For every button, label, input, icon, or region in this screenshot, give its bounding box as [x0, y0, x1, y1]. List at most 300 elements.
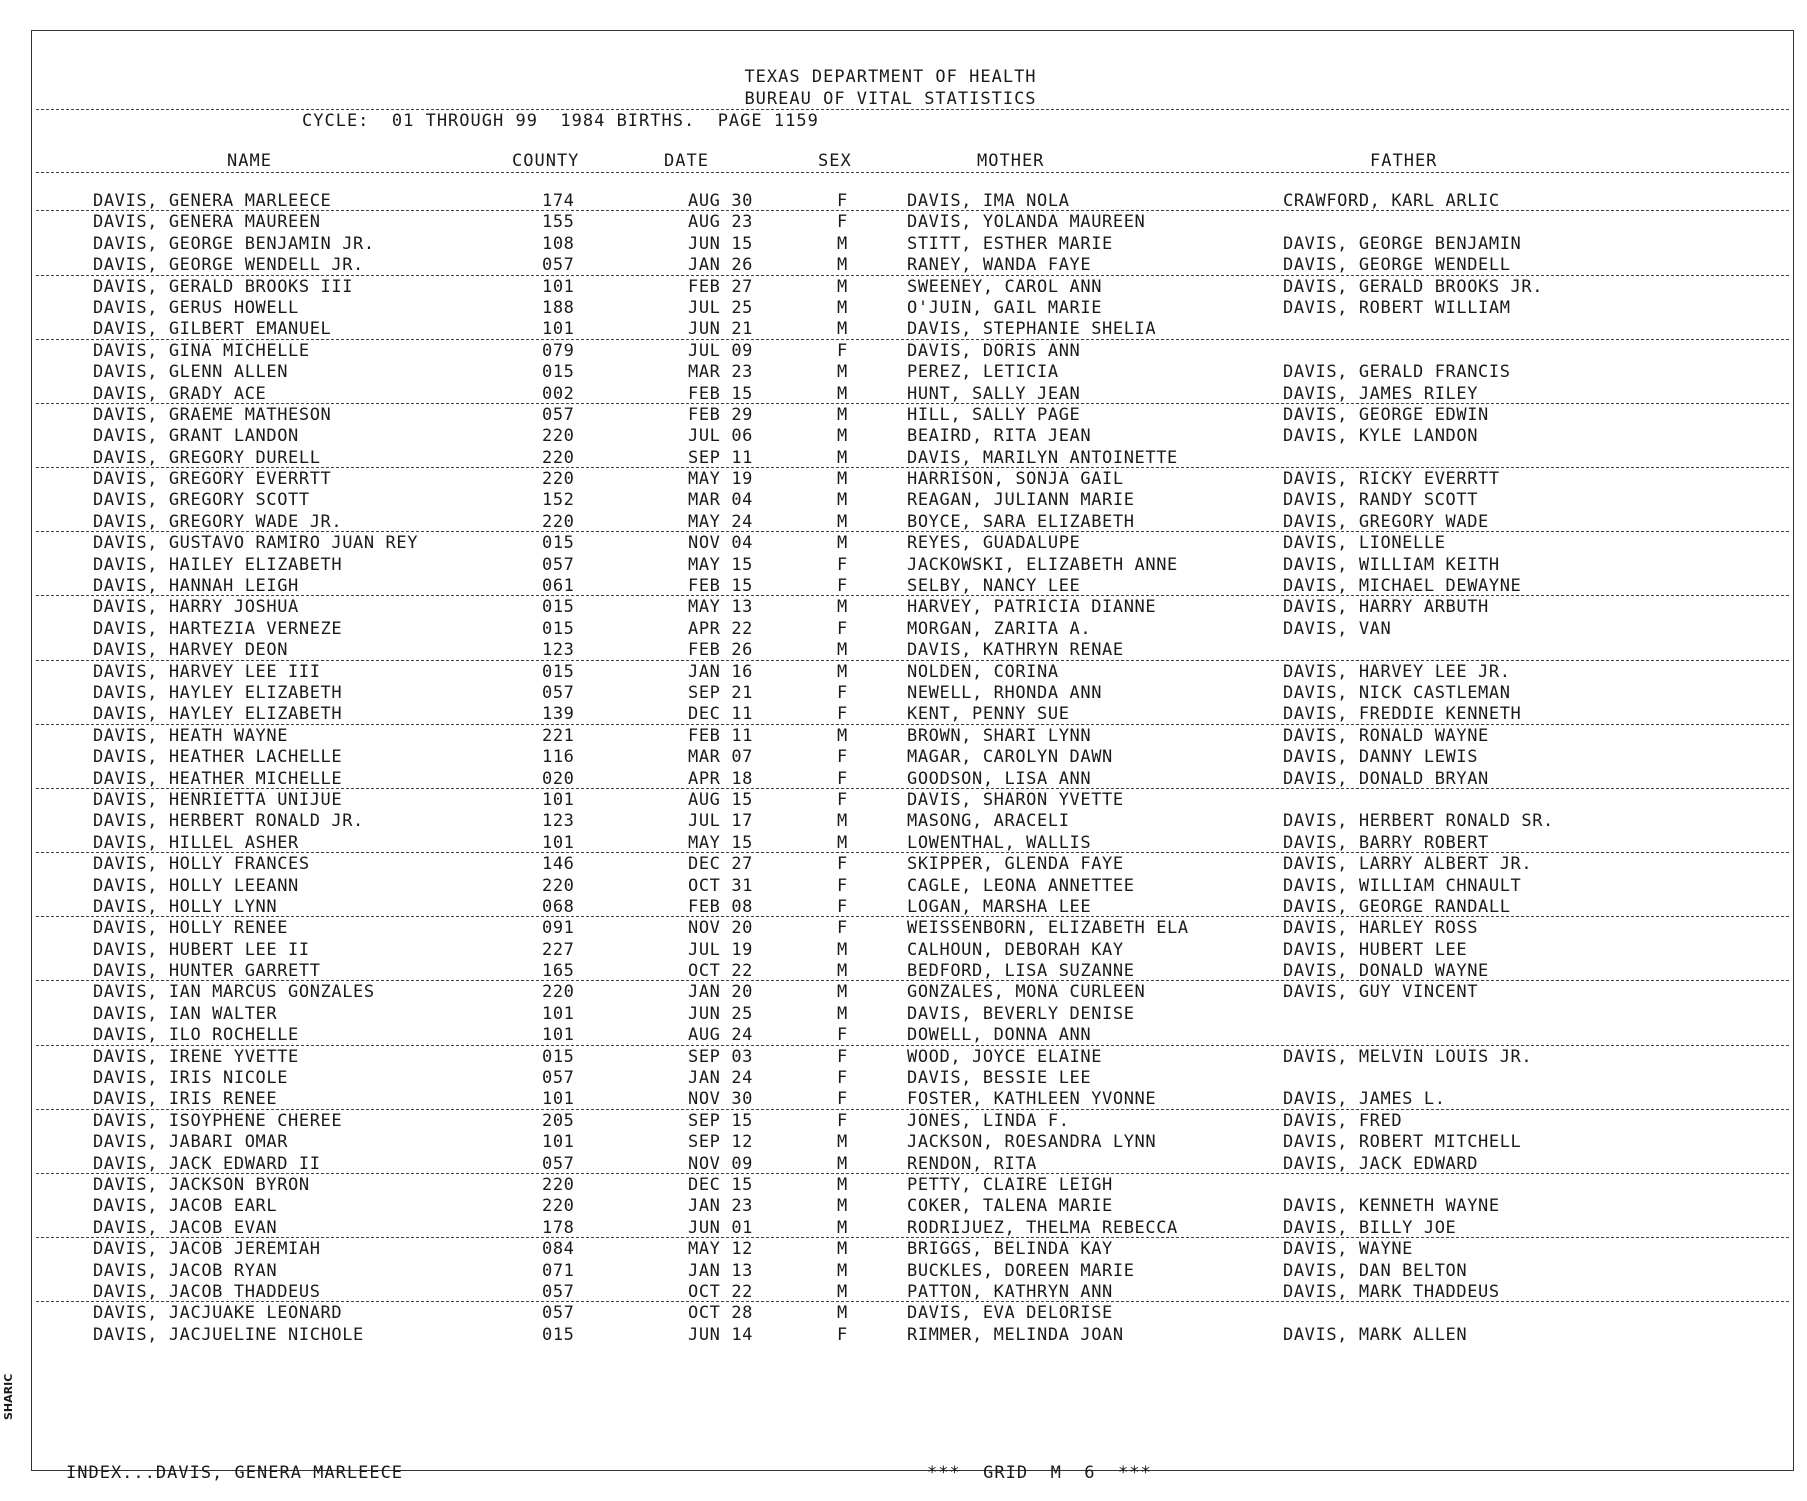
record-date: JUN 15: [688, 233, 754, 254]
record-father: DAVIS, ROBERT MITCHELL: [1283, 1132, 1522, 1153]
record-date: NOV 30: [688, 1089, 754, 1110]
record-sex: M: [837, 490, 848, 511]
record-name: DAVIS, GREGORY WADE JR.: [93, 511, 343, 532]
record-row: [32, 405, 1793, 426]
record-sex: M: [837, 1153, 848, 1174]
record-sex: M: [837, 939, 848, 960]
record-county: 057: [542, 1068, 575, 1089]
record-date: JUN 01: [688, 1217, 754, 1238]
record-mother: RANEY, WANDA FAYE: [907, 255, 1092, 276]
record-date: SEP 03: [688, 1046, 754, 1067]
record-county: 220: [542, 469, 575, 490]
record-date: OCT 28: [688, 1303, 754, 1324]
record-date: APR 18: [688, 768, 754, 789]
record-sex: M: [837, 1174, 848, 1195]
record-row: [32, 597, 1793, 618]
record-mother: BEAIRD, RITA JEAN: [907, 426, 1092, 447]
record-sex: M: [837, 255, 848, 276]
record-row: [32, 448, 1793, 469]
record-father: DAVIS, DAN BELTON: [1283, 1260, 1468, 1281]
record-father: DAVIS, JACK EDWARD: [1283, 1153, 1479, 1174]
record-mother: STITT, ESTHER MARIE: [907, 233, 1113, 254]
record-date: NOV 09: [688, 1153, 754, 1174]
record-name: DAVIS, GRANT LANDON: [93, 426, 299, 447]
record-sex: M: [837, 640, 848, 661]
margin-label: SHARIC: [2, 1373, 15, 1420]
record-date: JAN 26: [688, 255, 754, 276]
record-father: DAVIS, JAMES L.: [1283, 1089, 1446, 1110]
record-father: DAVIS, GEORGE RANDALL: [1283, 896, 1511, 917]
record-name: DAVIS, IRIS RENEE: [93, 1089, 278, 1110]
record-mother: MASONG, ARACELI: [907, 811, 1070, 832]
record-name: DAVIS, GINA MICHELLE: [93, 340, 310, 361]
record-row: [32, 1325, 1793, 1346]
record-county: 084: [542, 1239, 575, 1260]
record-county: 220: [542, 511, 575, 532]
record-name: DAVIS, HAYLEY ELIZABETH: [93, 682, 343, 703]
record-row: [32, 790, 1793, 811]
record-county: 002: [542, 383, 575, 404]
record-county: 178: [542, 1217, 575, 1238]
record-father: DAVIS, DONALD BRYAN: [1283, 768, 1489, 789]
record-county: 015: [542, 661, 575, 682]
record-sex: M: [837, 362, 848, 383]
record-county: 220: [542, 1196, 575, 1217]
record-date: JUL 19: [688, 939, 754, 960]
record-sex: F: [837, 875, 848, 896]
record-row: [32, 1068, 1793, 1089]
column-header-name: NAME: [227, 151, 272, 171]
record-county: 220: [542, 447, 575, 468]
record-name: DAVIS, GERUS HOWELL: [93, 297, 299, 318]
record-row: [32, 1239, 1793, 1260]
record-sex: M: [837, 297, 848, 318]
record-row: [32, 1261, 1793, 1282]
record-mother: DAVIS, IMA NOLA: [907, 191, 1070, 211]
record-name: DAVIS, ILO ROCHELLE: [93, 1025, 299, 1046]
record-county: 108: [542, 233, 575, 254]
record-name: DAVIS, HANNAH LEIGH: [93, 576, 299, 597]
record-father: DAVIS, MARK THADDEUS: [1283, 1281, 1500, 1302]
record-father: DAVIS, MELVIN LOUIS JR.: [1283, 1046, 1533, 1067]
record-mother: SWEENEY, CAROL ANN: [907, 276, 1103, 297]
record-county: 057: [542, 1303, 575, 1324]
record-county: 101: [542, 1089, 575, 1110]
record-county: 174: [542, 191, 575, 211]
record-date: NOV 04: [688, 533, 754, 554]
record-mother: GOODSON, LISA ANN: [907, 768, 1092, 789]
record-row: [32, 426, 1793, 447]
record-name: DAVIS, HILLEL ASHER: [93, 832, 299, 853]
record-row: [32, 811, 1793, 832]
record-date: AUG 23: [688, 212, 754, 233]
record-county: 101: [542, 1132, 575, 1153]
record-row: [32, 1004, 1793, 1025]
record-sex: F: [837, 896, 848, 917]
record-name: DAVIS, IAN MARCUS GONZALES: [93, 982, 375, 1003]
record-sex: M: [837, 276, 848, 297]
record-name: DAVIS, GERALD BROOKS III: [93, 276, 354, 297]
record-county: 101: [542, 1003, 575, 1024]
record-county: 061: [542, 576, 575, 597]
record-mother: WEISSENBORN, ELIZABETH ELA: [907, 918, 1189, 939]
record-father: DAVIS, HERBERT RONALD SR.: [1283, 811, 1554, 832]
record-father: DAVIS, MICHAEL DEWAYNE: [1283, 576, 1522, 597]
record-row: [32, 362, 1793, 383]
record-father: DAVIS, GERALD BROOKS JR.: [1283, 276, 1544, 297]
record-name: DAVIS, JABARI OMAR: [93, 1132, 289, 1153]
record-row: [32, 747, 1793, 768]
record-mother: BRIGGS, BELINDA KAY: [907, 1239, 1113, 1260]
record-county: 057: [542, 1281, 575, 1302]
record-name: DAVIS, HARTEZIA VERNEZE: [93, 618, 343, 639]
record-name: DAVIS, HUBERT LEE II: [93, 939, 310, 960]
record-mother: REAGAN, JULIANN MARIE: [907, 490, 1135, 511]
footer-index: INDEX...DAVIS, GENERA MARLEECE: [66, 1463, 404, 1483]
record-mother: SELBY, NANCY LEE: [907, 576, 1081, 597]
record-mother: COKER, TALENA MARIE: [907, 1196, 1113, 1217]
record-date: DEC 15: [688, 1174, 754, 1195]
record-sex: F: [837, 191, 848, 211]
record-county: 220: [542, 426, 575, 447]
record-name: DAVIS, HENRIETTA UNIJUE: [93, 789, 343, 810]
record-county: 020: [542, 768, 575, 789]
record-mother: LOGAN, MARSHA LEE: [907, 896, 1092, 917]
record-date: JUN 25: [688, 1003, 754, 1024]
record-row: [32, 191, 1793, 212]
record-date: DEC 27: [688, 854, 754, 875]
record-mother: DAVIS, STEPHANIE SHELIA: [907, 319, 1157, 340]
record-mother: BROWN, SHARI LYNN: [907, 725, 1092, 746]
record-county: 057: [542, 1153, 575, 1174]
record-name: DAVIS, JACOB EARL: [93, 1196, 278, 1217]
record-father: DAVIS, HARRY ARBUTH: [1283, 597, 1489, 618]
record-name: DAVIS, JACOB THADDEUS: [93, 1281, 321, 1302]
record-name: DAVIS, GRAEME MATHESON: [93, 404, 332, 425]
record-row: [32, 726, 1793, 747]
record-mother: DOWELL, DONNA ANN: [907, 1025, 1092, 1046]
record-date: JUN 14: [688, 1324, 754, 1345]
record-father: DAVIS, GREGORY WADE: [1283, 511, 1489, 532]
record-date: SEP 12: [688, 1132, 754, 1153]
record-county: 188: [542, 297, 575, 318]
record-father: DAVIS, WILLIAM KEITH: [1283, 554, 1500, 575]
record-sex: M: [837, 1196, 848, 1217]
record-sex: M: [837, 383, 848, 404]
record-sex: M: [837, 832, 848, 853]
column-header-divider: [36, 172, 1789, 173]
column-header-sex: SEX: [818, 151, 852, 171]
record-county: 123: [542, 811, 575, 832]
record-county: 015: [542, 362, 575, 383]
record-date: JUN 21: [688, 319, 754, 340]
record-mother: RODRIJUEZ, THELMA REBECCA: [907, 1217, 1178, 1238]
record-date: SEP 11: [688, 447, 754, 468]
record-row: [32, 277, 1793, 298]
record-sex: M: [837, 661, 848, 682]
record-name: DAVIS, HOLLY RENEE: [93, 918, 289, 939]
record-row: [32, 533, 1793, 554]
record-sex: M: [837, 982, 848, 1003]
record-father: DAVIS, MARK ALLEN: [1283, 1324, 1468, 1345]
record-county: 015: [542, 533, 575, 554]
record-mother: KENT, PENNY SUE: [907, 704, 1070, 725]
column-header-county: COUNTY: [512, 151, 580, 171]
record-date: MAY 12: [688, 1239, 754, 1260]
record-father: CRAWFORD, KARL ARLIC: [1283, 191, 1500, 211]
record-name: DAVIS, HARVEY DEON: [93, 640, 289, 661]
record-sex: F: [837, 1110, 848, 1131]
record-sex: F: [837, 1068, 848, 1089]
record-sex: F: [837, 682, 848, 703]
record-name: DAVIS, GENERA MAUREEN: [93, 212, 321, 233]
record-county: 091: [542, 918, 575, 939]
record-name: DAVIS, JACJUELINE NICHOLE: [93, 1324, 364, 1345]
record-sex: F: [837, 1324, 848, 1345]
record-mother: DAVIS, YOLANDA MAUREEN: [907, 212, 1146, 233]
record-county: 155: [542, 212, 575, 233]
record-date: JAN 24: [688, 1068, 754, 1089]
record-name: DAVIS, JACK EDWARD II: [93, 1153, 321, 1174]
record-mother: DAVIS, BESSIE LEE: [907, 1068, 1092, 1089]
record-row: [32, 341, 1793, 362]
record-row: [32, 1218, 1793, 1239]
bureau-title: BUREAU OF VITAL STATISTICS: [744, 89, 1037, 109]
record-mother: CAGLE, LEONA ANNETTEE: [907, 875, 1135, 896]
record-sex: F: [837, 340, 848, 361]
column-header-mother: MOTHER: [977, 151, 1045, 171]
record-county: 146: [542, 854, 575, 875]
record-name: DAVIS, IRENE YVETTE: [93, 1046, 299, 1067]
record-row: [32, 640, 1793, 661]
record-name: DAVIS, HOLLY LYNN: [93, 896, 278, 917]
record-sex: M: [837, 1281, 848, 1302]
record-row: [32, 1303, 1793, 1324]
record-row: [32, 298, 1793, 319]
record-county: 068: [542, 896, 575, 917]
record-county: 057: [542, 255, 575, 276]
record-county: 015: [542, 1046, 575, 1067]
record-row: [32, 255, 1793, 276]
record-name: DAVIS, HOLLY LEEANN: [93, 875, 299, 896]
record-date: OCT 22: [688, 1281, 754, 1302]
record-mother: MAGAR, CAROLYN DAWN: [907, 747, 1113, 768]
record-date: FEB 29: [688, 404, 754, 425]
record-sex: F: [837, 789, 848, 810]
record-sex: M: [837, 1217, 848, 1238]
record-name: DAVIS, HEATH WAYNE: [93, 725, 289, 746]
record-father: DAVIS, ROBERT WILLIAM: [1283, 297, 1511, 318]
record-sex: M: [837, 233, 848, 254]
record-name: DAVIS, JACJUAKE LEONARD: [93, 1303, 343, 1324]
record-date: NOV 20: [688, 918, 754, 939]
record-row: [32, 1047, 1793, 1068]
record-row: [32, 769, 1793, 790]
record-name: DAVIS, GUSTAVO RAMIRO JUAN REY: [93, 533, 419, 554]
record-row: [32, 555, 1793, 576]
department-title: TEXAS DEPARTMENT OF HEALTH: [744, 67, 1037, 87]
record-sex: M: [837, 1132, 848, 1153]
record-sex: M: [837, 447, 848, 468]
record-date: FEB 08: [688, 896, 754, 917]
record-row: [32, 1282, 1793, 1303]
record-name: DAVIS, JACKSON BYRON: [93, 1174, 310, 1195]
record-name: DAVIS, GREGORY EVERRTT: [93, 469, 332, 490]
record-date: MAR 07: [688, 747, 754, 768]
record-mother: HARVEY, PATRICIA DIANNE: [907, 597, 1157, 618]
record-father: DAVIS, FREDDIE KENNETH: [1283, 704, 1522, 725]
record-father: DAVIS, WILLIAM CHNAULT: [1283, 875, 1522, 896]
record-mother: PATTON, KATHRYN ANN: [907, 1281, 1113, 1302]
record-sex: M: [837, 1239, 848, 1260]
record-mother: RIMMER, MELINDA JOAN: [907, 1324, 1124, 1345]
record-row: [32, 854, 1793, 875]
record-father: DAVIS, HUBERT LEE: [1283, 939, 1468, 960]
record-date: MAY 19: [688, 469, 754, 490]
record-father: DAVIS, WAYNE: [1283, 1239, 1414, 1260]
record-name: DAVIS, JACOB JEREMIAH: [93, 1239, 321, 1260]
record-mother: MORGAN, ZARITA A.: [907, 618, 1092, 639]
record-county: 220: [542, 1174, 575, 1195]
record-row: [32, 512, 1793, 533]
record-father: DAVIS, KENNETH WAYNE: [1283, 1196, 1500, 1217]
record-father: DAVIS, RANDY SCOTT: [1283, 490, 1479, 511]
record-mother: LOWENTHAL, WALLIS: [907, 832, 1092, 853]
record-mother: PEREZ, LETICIA: [907, 362, 1059, 383]
record-sex: F: [837, 768, 848, 789]
record-row: [32, 876, 1793, 897]
record-sex: F: [837, 918, 848, 939]
record-row: [32, 1175, 1793, 1196]
record-name: DAVIS, ISOYPHENE CHEREE: [93, 1110, 343, 1131]
record-name: DAVIS, HARVEY LEE III: [93, 661, 321, 682]
record-county: 101: [542, 319, 575, 340]
record-father: DAVIS, VAN: [1283, 618, 1392, 639]
record-row: [32, 918, 1793, 939]
record-father: DAVIS, RONALD WAYNE: [1283, 725, 1489, 746]
record-mother: BUCKLES, DOREEN MARIE: [907, 1260, 1135, 1281]
record-date: SEP 15: [688, 1110, 754, 1131]
record-name: DAVIS, JACOB RYAN: [93, 1260, 278, 1281]
record-mother: SKIPPER, GLENDA FAYE: [907, 854, 1124, 875]
record-father: DAVIS, FRED: [1283, 1110, 1403, 1131]
record-name: DAVIS, HEATHER MICHELLE: [93, 768, 343, 789]
record-father: DAVIS, LARRY ALBERT JR.: [1283, 854, 1533, 875]
record-sex: M: [837, 597, 848, 618]
record-date: MAY 24: [688, 511, 754, 532]
record-mother: GONZALES, MONA CURLEEN: [907, 982, 1146, 1003]
record-father: DAVIS, GEORGE BENJAMIN: [1283, 233, 1522, 254]
record-date: FEB 15: [688, 383, 754, 404]
record-mother: PETTY, CLAIRE LEIGH: [907, 1174, 1113, 1195]
record-mother: WOOD, JOYCE ELAINE: [907, 1046, 1103, 1067]
record-mother: BEDFORD, LISA SUZANNE: [907, 961, 1135, 982]
record-mother: BOYCE, SARA ELIZABETH: [907, 511, 1135, 532]
record-father: DAVIS, BARRY ROBERT: [1283, 832, 1489, 853]
record-father: DAVIS, NICK CASTLEMAN: [1283, 682, 1511, 703]
record-sex: M: [837, 1260, 848, 1281]
record-date: DEC 11: [688, 704, 754, 725]
record-row: [32, 469, 1793, 490]
birth-index-page: [31, 30, 1794, 1483]
record-name: DAVIS, GREGORY DURELL: [93, 447, 321, 468]
record-row: [32, 319, 1793, 340]
record-mother: NOLDEN, CORINA: [907, 661, 1059, 682]
record-date: AUG 30: [688, 191, 754, 211]
record-county: 116: [542, 747, 575, 768]
record-father: DAVIS, GEORGE EDWIN: [1283, 404, 1489, 425]
record-mother: DAVIS, MARILYN ANTOINETTE: [907, 447, 1178, 468]
record-sex: F: [837, 618, 848, 639]
record-name: DAVIS, HERBERT RONALD JR.: [93, 811, 364, 832]
record-mother: CALHOUN, DEBORAH KAY: [907, 939, 1124, 960]
record-row: [32, 1089, 1793, 1110]
record-father: DAVIS, DANNY LEWIS: [1283, 747, 1479, 768]
record-row: [32, 1111, 1793, 1132]
record-date: JUL 09: [688, 340, 754, 361]
record-sex: M: [837, 469, 848, 490]
record-mother: HARRISON, SONJA GAIL: [907, 469, 1124, 490]
record-sex: F: [837, 704, 848, 725]
record-sex: M: [837, 1303, 848, 1324]
record-county: 057: [542, 554, 575, 575]
record-mother: DAVIS, EVA DELORISE: [907, 1303, 1113, 1324]
record-county: 079: [542, 340, 575, 361]
record-county: 057: [542, 404, 575, 425]
record-county: 101: [542, 276, 575, 297]
record-date: OCT 22: [688, 961, 754, 982]
record-sex: F: [837, 554, 848, 575]
record-sex: M: [837, 533, 848, 554]
record-row: [32, 234, 1793, 255]
record-date: JAN 13: [688, 1260, 754, 1281]
record-name: DAVIS, GILBERT EMANUEL: [93, 319, 332, 340]
record-date: MAR 04: [688, 490, 754, 511]
record-row: [32, 1154, 1793, 1175]
record-father: DAVIS, GERALD FRANCIS: [1283, 362, 1511, 383]
record-row: [32, 940, 1793, 961]
record-date: FEB 27: [688, 276, 754, 297]
record-father: DAVIS, RICKY EVERRTT: [1283, 469, 1500, 490]
record-county: 220: [542, 875, 575, 896]
cycle-line: CYCLE: 01 THROUGH 99 1984 BIRTHS. PAGE 1159: [302, 111, 819, 131]
record-county: 227: [542, 939, 575, 960]
record-father: DAVIS, GEORGE WENDELL: [1283, 255, 1511, 276]
record-mother: O'JUIN, GAIL MARIE: [907, 297, 1103, 318]
record-sex: M: [837, 725, 848, 746]
record-date: MAY 15: [688, 832, 754, 853]
record-name: DAVIS, HARRY JOSHUA: [93, 597, 299, 618]
record-father: DAVIS, HARVEY LEE JR.: [1283, 661, 1511, 682]
record-name: DAVIS, GLENN ALLEN: [93, 362, 289, 383]
record-sex: F: [837, 212, 848, 233]
record-row: [32, 662, 1793, 683]
record-date: AUG 24: [688, 1025, 754, 1046]
record-mother: REYES, GUADALUPE: [907, 533, 1081, 554]
record-mother: DAVIS, BEVERLY DENISE: [907, 1003, 1135, 1024]
record-sex: M: [837, 511, 848, 532]
record-name: DAVIS, HUNTER GARRETT: [93, 961, 321, 982]
record-date: APR 22: [688, 618, 754, 639]
record-date: MAR 23: [688, 362, 754, 383]
record-county: 152: [542, 490, 575, 511]
record-row: [32, 619, 1793, 640]
record-date: JAN 20: [688, 982, 754, 1003]
record-date: JUL 25: [688, 297, 754, 318]
record-county: 057: [542, 682, 575, 703]
record-name: DAVIS, GEORGE WENDELL JR.: [93, 255, 364, 276]
record-mother: JONES, LINDA F.: [907, 1110, 1070, 1131]
